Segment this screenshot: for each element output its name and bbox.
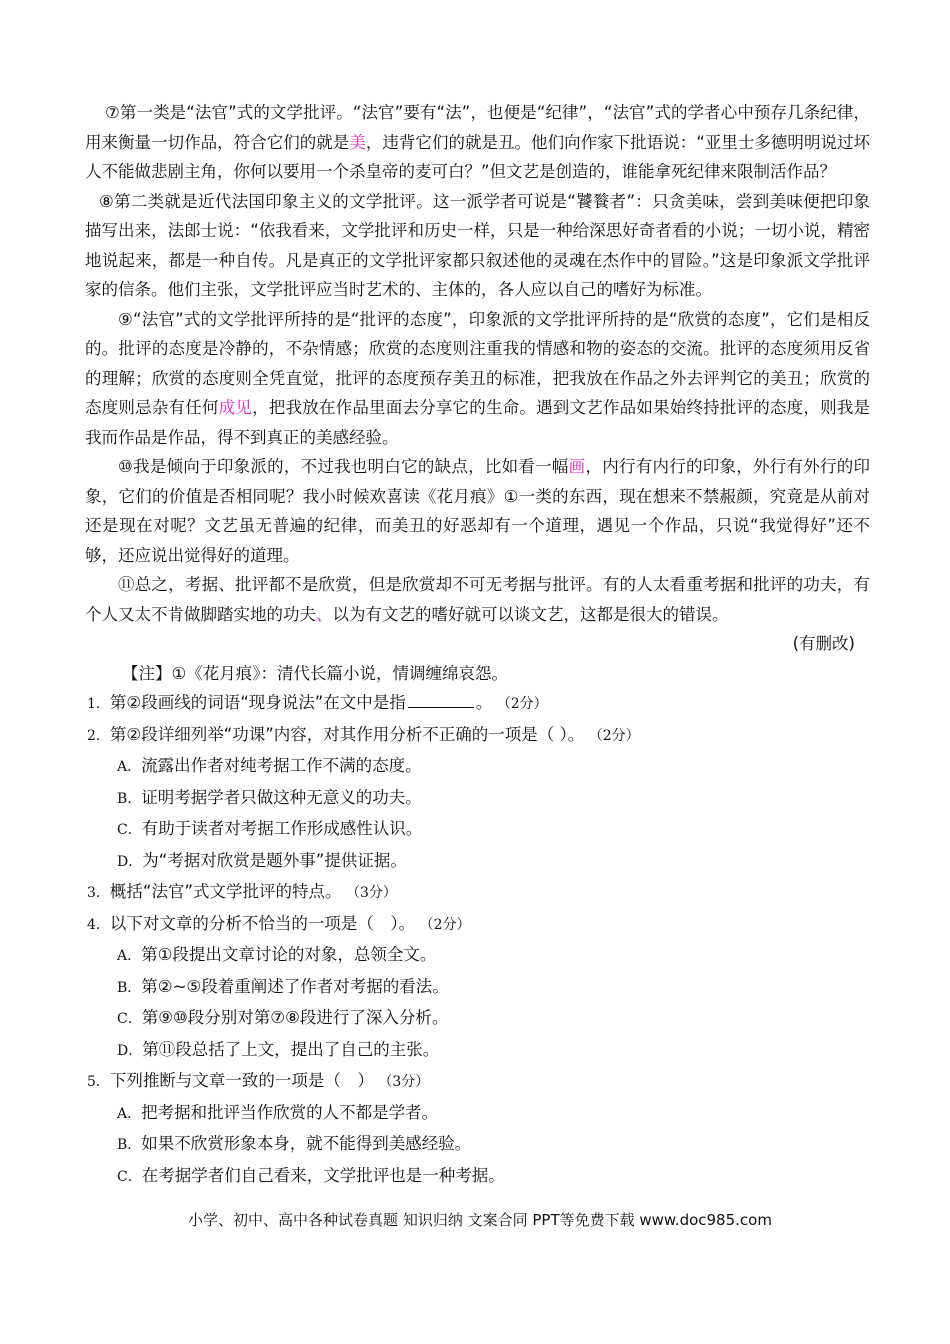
question-5 — [85, 1066, 870, 1098]
option-text: 第②~⑤段着重阐述了作者对考据的看法。 — [141, 976, 449, 996]
answer-blank[interactable] — [408, 693, 474, 708]
option-item[interactable] — [85, 1098, 870, 1130]
option-item[interactable] — [85, 783, 870, 815]
paragraph-text: ⑩我是倾向于印象派的，不过我也明白它的缺点，比如看一幅 — [118, 457, 569, 476]
question-number: 3． — [87, 885, 110, 901]
option-label: A． — [117, 1105, 142, 1122]
question-1 — [85, 688, 870, 720]
footnote: 【注】①《花月痕》：清代长篇小说，情调缠绵哀怨。 — [122, 663, 509, 683]
question-4 — [85, 909, 870, 941]
option-item[interactable] — [85, 972, 870, 1004]
question-text: 概括“法官”式文学批评的特点。 — [109, 882, 342, 901]
paragraph-text: ，内行有内行的印象，外行有外行的印象，它们的价值是否相同呢？我小时候欢喜读《花月痕》①一类的东西，现在想来不禁赧颜，究竟是从前对还是现在对呢？文艺虽无普遍的纪律，而美丑的好恶却有一个道理，遇见一个作品，只说“我觉得好”还不够，还应说出觉得好的道理。 — [85, 457, 871, 565]
option-label: C． — [117, 822, 142, 838]
question-2 — [85, 720, 870, 752]
question-score: （2分） — [584, 727, 640, 744]
paragraph-text: ⑧第二类就是近代法国印象主义的文学批评。这一派学者可说是“饕餮者”：只贪美味，尝到美味便把印象描写出来，法郎士说：“依我看来，文学批评和历史一样，只是一种给深思好奇者看的小说；一切小说，精密地说起来，都是一种自传。凡是真正的文学批评家都只叙述他的灵魂在杰作中的冒险。”这是印象派文学批评家的信条。他们主张，文学批评应当时艺术的、主体的，各人应以自己的嗜好为标准。 — [85, 191, 870, 299]
option-item[interactable] — [85, 846, 870, 878]
question-score: （2分） — [492, 696, 548, 712]
question-text: 第②段详细列举“功课”内容，对其作用分析不正确的一项是（ ）。 — [109, 724, 585, 744]
paragraph-p7 — [85, 98, 870, 187]
option-text: 如果不欣赏形象本身，就不能得到美感经验。 — [141, 1134, 472, 1153]
highlighted-text: 、 — [316, 604, 333, 624]
question-number: 5． — [87, 1074, 110, 1090]
question-score: （3分） — [341, 885, 397, 901]
option-label: B． — [117, 1137, 142, 1153]
option-label: B． — [117, 979, 142, 996]
paragraph-text: ⑦第一类是“法官”式的文学批评。“法官”要有“法”，也便是“纪律”，“法官”式的学者心中预存几条纪律，用来衡量一切作品，符合它们的就是 — [85, 103, 870, 152]
option-label: A． — [117, 759, 142, 775]
option-item[interactable] — [85, 1129, 870, 1161]
highlighted-text: 美 — [349, 132, 366, 152]
option-text: 第⑨⑩段分别对第⑦⑧段进行了深入分析。 — [141, 1008, 449, 1027]
question-score: （3分） — [373, 1074, 430, 1090]
highlighted-text: 成见 — [218, 398, 253, 417]
page-footer: 小学、初中、高中各种试卷真题 知识归纳 文案合同 PPT等免费下载 www.doc985.com — [188, 1211, 772, 1229]
paragraph-text: ，违背它们的就是丑。他们向作家下批语说：“亚里士多德明明说过坏人不能做悲剧主角，你何以要用一个杀皇帝的麦可白？”但文艺是创造的，谁能拿死纪律来限制活作品？ — [85, 132, 871, 181]
question-list — [85, 688, 870, 1192]
paragraph-p8 — [85, 187, 870, 305]
highlighted-text: 画 — [568, 457, 586, 476]
option-text: 把考据和批评当作欣赏的人不都是学者。 — [141, 1102, 439, 1122]
option-label: D． — [117, 853, 143, 870]
modified-note: (有删改) — [792, 634, 855, 653]
question-number: 4． — [87, 916, 110, 933]
option-text: 流露出作者对纯考据工作不满的态度。 — [141, 756, 422, 775]
question-3 — [85, 877, 870, 909]
option-text: 为“考据对欣赏是题外事”提供证据。 — [142, 850, 407, 870]
document-body — [85, 98, 870, 1192]
question-text: 第②段画线的词语“现身说法”在文中是指 — [109, 693, 406, 712]
option-item[interactable] — [85, 1161, 870, 1193]
option-label: C． — [117, 1168, 142, 1185]
option-item[interactable] — [85, 940, 870, 972]
question-text: 下列推断与文章一致的一项是（ ） — [109, 1071, 374, 1090]
paragraph-text: 以为有文艺的嗜好就可以谈文艺，这都是很大的错误。 — [332, 604, 729, 624]
option-label: B． — [117, 790, 142, 807]
option-text: 有助于读者对考据工作形成感性认识。 — [141, 819, 423, 838]
question-text-end: 。 — [475, 693, 493, 712]
option-label: C． — [117, 1011, 142, 1027]
option-item[interactable] — [85, 1035, 870, 1067]
option-text: 第⑪段总括了上文，提出了自己的主张。 — [142, 1039, 440, 1059]
option-text: 第①段提出文章讨论的对象，总领全文。 — [141, 945, 437, 964]
article-paragraphs — [85, 98, 870, 629]
option-text: 在考据学者们自己看来，文学批评也是一种考据。 — [141, 1165, 505, 1185]
option-item[interactable] — [85, 814, 870, 846]
paragraph-text: ⑨“法官”式的文学批评所持的是“批评的态度”，印象派的文学批评所持的是“欣赏的态度”，它们是相反的。批评的态度是冷静的，不杂情感；欣赏的态度则注重我的情感和物的姿态的交流。批评的态度须用反省的理解；欣赏的态度则全凭直觉，批评的态度预存美丑的标准，把我放在作品之外去评判它的美丑；欣赏的态度则忌杂有任何 — [85, 309, 870, 417]
paragraph-p10 — [85, 452, 870, 570]
paragraph-p11 — [85, 570, 870, 629]
option-label: D． — [117, 1042, 143, 1059]
question-number: 2． — [87, 727, 110, 744]
option-item[interactable] — [85, 751, 870, 783]
question-score: （2分） — [415, 916, 471, 933]
option-label: A． — [117, 948, 142, 964]
paragraph-text: ，把我放在作品里面去分享它的生命。遇到文艺作品如果始终持批评的态度，则我是我而作品是作品，得不到真正的美感经验。 — [85, 398, 871, 447]
option-item[interactable] — [85, 1003, 870, 1035]
question-text: 以下对文章的分析不恰当的一项是（ ）。 — [109, 913, 416, 933]
option-text: 证明考据学者只做这种无意义的功夫。 — [141, 787, 422, 807]
paragraph-p9 — [85, 305, 870, 453]
paragraph-text: ⑪总之，考据、批评都不是欣赏，但是欣赏却不可无考据与批评。有的人太看重考据和批评的功夫，有个人又太不肯做脚踏实地的功夫 — [85, 575, 870, 624]
question-number: 1． — [87, 696, 110, 712]
